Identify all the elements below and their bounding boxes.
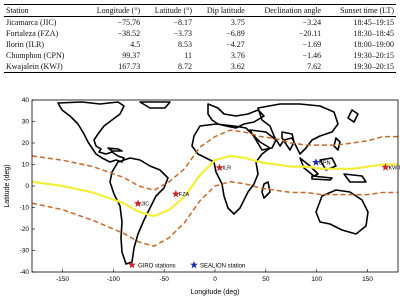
table-cell: −3.24 (302, 18, 322, 27)
table-cell: 167.73 (118, 62, 141, 71)
table-cell: 7.62 (307, 62, 322, 71)
y-tick-label: 0 (25, 183, 29, 190)
y-tick-label: 20 (21, 140, 29, 147)
y-tick-label: 40 (21, 97, 29, 104)
header-latitude: Latitude (°) (154, 6, 192, 15)
table-cell: 19:30–20:15 (353, 51, 394, 60)
y-tick-label: -30 (19, 247, 29, 255)
table-cell: −3.73 (173, 29, 192, 38)
table-cell: 18:30–18:45 (353, 29, 394, 38)
table-cell: 99.37 (122, 51, 141, 60)
header-declination: Declination angle (264, 6, 322, 15)
x-tick-label: 0 (213, 276, 217, 283)
table-cell: Chumphon (CPN) (6, 51, 65, 60)
header-sunset: Sunset time (LT) (340, 6, 394, 15)
map-chart-svg (0, 96, 400, 296)
table-cell: Jicamarca (JIC) (6, 18, 57, 27)
y-tick-label: -40 (19, 269, 29, 276)
table-row (4, 61, 396, 73)
x-tick-label: 50 (262, 276, 270, 283)
table-row (4, 50, 396, 61)
japan-outline (348, 110, 358, 122)
table-cell: 8.53 (177, 40, 192, 49)
asia-outline (258, 104, 338, 154)
y-tick-label: 10 (21, 161, 29, 169)
x-tick-label: 150 (362, 276, 373, 283)
header-station: Station (6, 6, 29, 15)
x-axis-label: Longitude (deg) (190, 289, 240, 296)
table-header-row (4, 5, 396, 17)
cuba-outline (108, 148, 122, 151)
x-tick-label: -50 (159, 276, 169, 283)
header-dip-latitude: Dip latitude (206, 6, 245, 15)
continent-outlines (58, 102, 368, 264)
table-cell: −75.76 (117, 18, 141, 27)
table-cell: −20.11 (298, 29, 322, 38)
y-tick-label: -20 (19, 226, 29, 233)
legend-marker (190, 261, 198, 268)
new-guinea-outline (344, 174, 366, 182)
station-label-fza: FZA (178, 192, 190, 199)
table-cell: 18:45–19:15 (353, 18, 394, 27)
station-label-ilr: ILR (222, 165, 232, 172)
curves-layer (32, 130, 398, 246)
station-table (4, 4, 396, 73)
table-cell: 4.5 (130, 40, 141, 49)
table-cell: −8.17 (173, 18, 192, 27)
table-cell: 3.75 (230, 18, 245, 27)
y-tick-label: 30 (21, 118, 29, 126)
y-axis-label: Latitude (deg) (4, 164, 11, 208)
australia-outline (316, 190, 368, 234)
table-cell: 8.72 (177, 62, 192, 71)
x-tick-label: 100 (311, 276, 323, 283)
station-label-jic: JIC (140, 201, 150, 208)
table-row (4, 28, 396, 39)
legend-label: SEALION station (200, 263, 246, 270)
header-longitude: Longitude (°) (96, 6, 141, 15)
greenland-outline (140, 102, 170, 108)
x-tick-label: -100 (106, 276, 120, 283)
table-row (4, 17, 396, 29)
table-cell: Ilorin (ILR) (6, 40, 44, 49)
legend-label: GIRO stations (138, 263, 176, 270)
table-cell: −6.89 (226, 29, 245, 38)
table-cell: Fortaleza (FZA) (6, 29, 59, 38)
map-chart (0, 96, 400, 296)
table-cell: 3.62 (230, 62, 245, 71)
table-cell: 11 (184, 51, 192, 60)
table-cell: −4.27 (226, 40, 245, 49)
table-row (4, 39, 396, 50)
station-label-kwj: KWJ (388, 165, 400, 172)
y-tick-label: -10 (19, 204, 29, 212)
x-tick-label: -150 (55, 276, 70, 283)
philippines-outline (334, 138, 340, 150)
table-cell: −1.69 (302, 40, 322, 49)
table-cell: −38.52 (117, 29, 141, 38)
table-cell: −1.46 (302, 51, 322, 60)
java-outline (312, 176, 332, 180)
north-america-outline (58, 102, 124, 162)
station-label-cpn: CPN (319, 160, 331, 167)
table-cell: 18:00–19:00 (353, 40, 394, 49)
table-cell: 3.76 (230, 51, 245, 60)
table-cell: 19:30–20:15 (353, 62, 394, 71)
legend (128, 261, 245, 270)
table-cell: Kwajalein (KWJ) (6, 62, 63, 71)
